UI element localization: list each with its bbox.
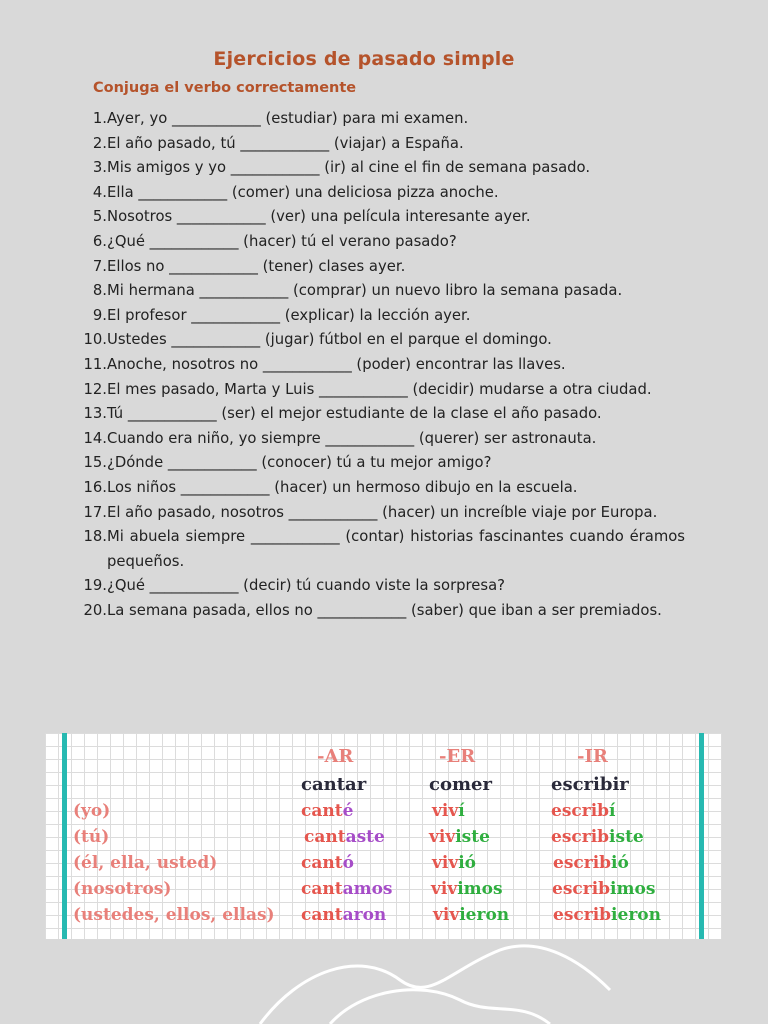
exercise-number: 14. bbox=[83, 429, 107, 447]
pronoun-tu: (tú) bbox=[73, 827, 110, 847]
exercise-number: 13. bbox=[83, 405, 107, 423]
header-ar: -AR bbox=[317, 746, 354, 767]
exercise-item bbox=[74, 107, 685, 132]
verb-ending: aron bbox=[342, 905, 387, 925]
exercise-number: 19. bbox=[83, 577, 107, 595]
conjugation-ir-tu bbox=[551, 829, 644, 846]
verb-ending: ieron bbox=[459, 905, 510, 925]
exercise-item bbox=[74, 255, 685, 280]
conjugation-ar-ustedes bbox=[301, 907, 386, 924]
exercise-text: El mes pasado, Marta y Luis ____________ (decidir) mudarse a otra ciudad. bbox=[107, 380, 652, 398]
verb-ending: amos bbox=[342, 879, 393, 899]
conjugation-ir-nosotros bbox=[552, 881, 655, 898]
exercise-item bbox=[74, 501, 685, 526]
exercise-item bbox=[74, 132, 685, 157]
verb-stem: escrib bbox=[551, 801, 610, 821]
infinitive-ir: escribir bbox=[551, 774, 629, 795]
pronoun-nosotros: (nosotros) bbox=[73, 879, 172, 899]
pronoun-el: (él, ella, usted) bbox=[73, 853, 218, 873]
exercise-number: 18. bbox=[83, 528, 107, 546]
verb-stem: viv bbox=[432, 853, 459, 873]
verb-stem: cant bbox=[301, 801, 343, 821]
verb-ending: imos bbox=[610, 879, 656, 899]
exercise-number: 16. bbox=[83, 478, 107, 496]
exercise-text: Cuando era niño, yo siempre ____________ (querer) ser astronauta. bbox=[107, 429, 597, 447]
decorative-swirl-lines bbox=[0, 930, 768, 1024]
conjugation-ir-el bbox=[553, 855, 629, 872]
exercise-text: El año pasado, tú ____________ (viajar) a España. bbox=[107, 134, 464, 152]
verb-stem: viv bbox=[432, 801, 459, 821]
exercise-item bbox=[74, 599, 685, 624]
exercise-number: 5. bbox=[92, 208, 107, 226]
exercise-text: Ellos no ____________ (tener) clases ayer. bbox=[107, 257, 406, 275]
exercise-item bbox=[74, 181, 685, 206]
exercise-item bbox=[74, 402, 685, 427]
exercise-number: 20. bbox=[83, 601, 107, 619]
header-ir: -IR bbox=[577, 746, 608, 767]
exercise-number: 12. bbox=[83, 380, 107, 398]
exercise-item bbox=[74, 230, 685, 255]
pronoun-ustedes: (ustedes, ellos, ellas) bbox=[73, 905, 275, 925]
exercise-number: 15. bbox=[83, 454, 107, 472]
verb-ending: í bbox=[458, 801, 465, 821]
exercise-item bbox=[74, 156, 685, 181]
exercise-text: Los niños ____________ (hacer) un hermoso dibujo en la escuela. bbox=[107, 478, 578, 496]
verb-ending: aste bbox=[345, 827, 385, 847]
exercise-item bbox=[74, 328, 685, 353]
exercise-text: Mi abuela siempre ____________ (contar) historias fascinantes cuando éramos pequeños. bbox=[107, 528, 685, 570]
exercise-item bbox=[74, 378, 685, 403]
exercise-text: ¿Qué ____________ (hacer) tú el verano pasado? bbox=[107, 232, 457, 250]
header-er: -ER bbox=[439, 746, 476, 767]
worksheet-title: Ejercicios de pasado simple bbox=[213, 48, 515, 70]
left-border-bar bbox=[62, 733, 67, 939]
right-border-bar bbox=[699, 733, 704, 939]
verb-stem: escrib bbox=[553, 905, 612, 925]
exercise-item bbox=[74, 304, 685, 329]
exercise-number: 1. bbox=[92, 110, 107, 127]
exercise-text: Mis amigos y yo ____________ (ir) al cine el fin de semana pasado. bbox=[107, 159, 591, 177]
exercise-item bbox=[74, 476, 685, 501]
exercise-list bbox=[74, 107, 685, 623]
exercise-item bbox=[74, 427, 685, 452]
verb-ending: ó bbox=[342, 853, 354, 873]
verb-ending: ieron bbox=[611, 905, 661, 925]
exercise-item bbox=[74, 353, 685, 378]
exercise-text: Ella ____________ (comer) una deliciosa pizza anoche. bbox=[107, 183, 499, 201]
conjugation-table bbox=[45, 733, 722, 939]
exercise-item bbox=[74, 205, 685, 230]
verb-stem: cant bbox=[301, 905, 343, 925]
exercise-text: El año pasado, nosotros ____________ (hacer) un increíble viaje por Europa. bbox=[107, 503, 658, 521]
verb-ending: iste bbox=[455, 827, 490, 847]
worksheet-subtitle: Conjuga el verbo correctamente bbox=[93, 80, 357, 96]
exercise-number: 11. bbox=[83, 355, 107, 373]
exercise-text: Ayer, yo ____________ (estudiar) para mi examen. bbox=[107, 110, 469, 127]
exercise-number: 7. bbox=[92, 257, 107, 275]
conjugation-er-nosotros bbox=[431, 881, 503, 898]
exercise-text: El profesor ____________ (explicar) la lección ayer. bbox=[107, 306, 471, 324]
exercise-number: 4. bbox=[92, 183, 107, 201]
verb-stem: escrib bbox=[552, 879, 611, 899]
infinitive-er: comer bbox=[429, 774, 492, 795]
exercise-number: 8. bbox=[92, 282, 107, 300]
exercise-text: Anoche, nosotros no ____________ (poder) encontrar las llaves. bbox=[107, 355, 566, 373]
conjugation-ar-tu bbox=[304, 829, 385, 846]
verb-stem: viv bbox=[431, 879, 458, 899]
pronoun-yo: (yo) bbox=[73, 801, 111, 821]
conjugation-er-tu bbox=[429, 829, 490, 846]
exercise-text: Ustedes ____________ (jugar) fútbol en el parque el domingo. bbox=[107, 331, 552, 349]
exercise-item bbox=[74, 451, 685, 476]
conjugation-ir-yo bbox=[551, 803, 616, 820]
verb-stem: cant bbox=[301, 853, 343, 873]
verb-ending: í bbox=[609, 801, 616, 821]
conjugation-ar-yo bbox=[301, 803, 353, 820]
conjugation-ar-el bbox=[301, 855, 354, 872]
exercise-text: ¿Qué ____________ (decir) tú cuando viste la sorpresa? bbox=[107, 577, 506, 595]
conjugation-er-ustedes bbox=[433, 907, 509, 924]
exercise-text: La semana pasada, ellos no ____________ (saber) que iban a ser premiados. bbox=[107, 601, 662, 619]
verb-stem: viv bbox=[433, 905, 460, 925]
conjugation-er-el bbox=[432, 855, 476, 872]
infinitive-ar: cantar bbox=[301, 774, 367, 795]
exercise-item bbox=[74, 574, 685, 599]
exercise-number: 17. bbox=[83, 503, 107, 521]
exercise-item bbox=[74, 525, 685, 574]
verb-stem: viv bbox=[429, 827, 456, 847]
verb-stem: cant bbox=[301, 879, 343, 899]
verb-stem: escrib bbox=[553, 853, 612, 873]
verb-ending: iste bbox=[609, 827, 644, 847]
exercise-text: Tú ____________ (ser) el mejor estudiante de la clase el año pasado. bbox=[107, 405, 602, 423]
exercise-text: Nosotros ____________ (ver) una película interesante ayer. bbox=[107, 208, 531, 226]
verb-ending: ió bbox=[611, 853, 629, 873]
conjugation-ar-nosotros bbox=[301, 881, 393, 898]
verb-stem: cant bbox=[304, 827, 346, 847]
verb-ending: ió bbox=[458, 853, 477, 873]
exercise-text: ¿Dónde ____________ (conocer) tú a tu mejor amigo? bbox=[107, 454, 492, 472]
exercise-number: 10. bbox=[83, 331, 107, 349]
exercise-number: 3. bbox=[92, 159, 107, 177]
exercise-item bbox=[74, 279, 685, 304]
conjugation-ir-ustedes bbox=[553, 907, 661, 924]
exercise-number: 9. bbox=[92, 306, 107, 324]
exercise-number: 6. bbox=[92, 232, 107, 250]
exercise-text: Mi hermana ____________ (comprar) un nuevo libro la semana pasada. bbox=[107, 282, 623, 300]
verb-ending: imos bbox=[457, 879, 503, 899]
conjugation-er-yo bbox=[432, 803, 465, 820]
verb-stem: escrib bbox=[551, 827, 610, 847]
exercise-number: 2. bbox=[92, 134, 107, 152]
verb-ending: é bbox=[342, 801, 354, 821]
